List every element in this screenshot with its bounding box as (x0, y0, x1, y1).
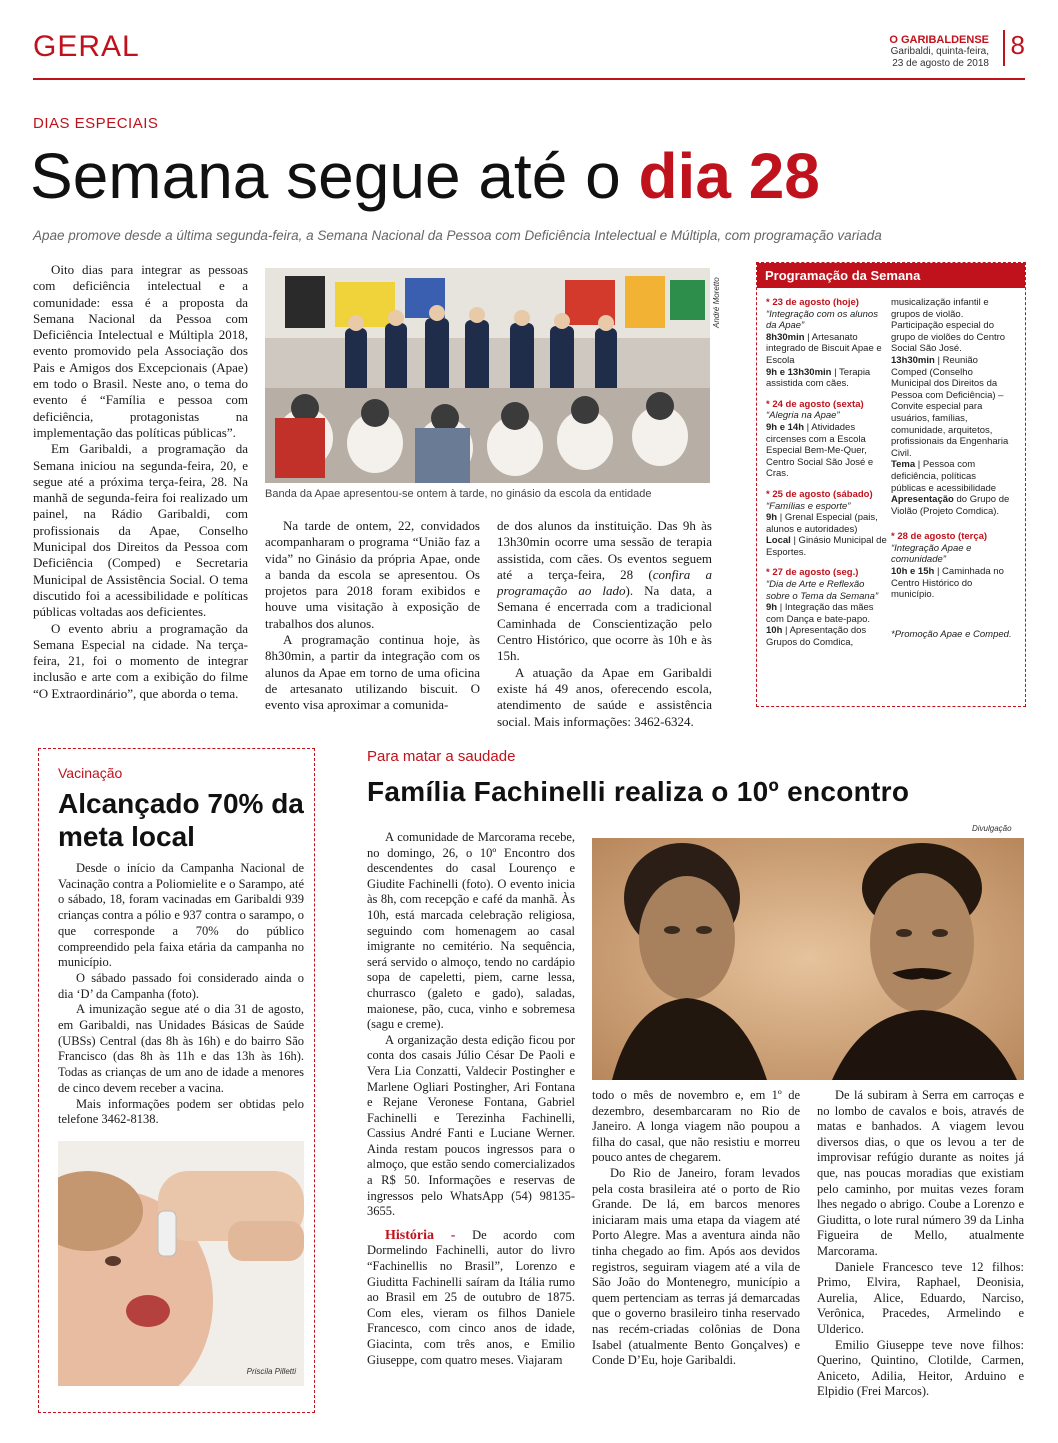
masthead (889, 34, 989, 70)
item-time: 10h e 15h (891, 566, 935, 578)
vaccination-text (58, 861, 304, 1128)
apae-band-photo (265, 268, 710, 483)
item-desc: | Pessoa com deficiência, políticas públicas e acessibilidade (891, 459, 997, 494)
item-desc: | Caminhada no Centro Histórico do município. (891, 566, 1004, 601)
sidebar-footnote: *Promoção Apae e Comped. (891, 628, 1012, 640)
vaccination-box (38, 748, 315, 1413)
couple-portrait-photo (592, 838, 1024, 1080)
item-time: 9h (766, 602, 778, 614)
paragraph: todo o mês de novembro e, em 1º de dezembro, desembarcaram no Rio de Janeiro. A longa viagem não poupou a filha do casal, que não resistiu e morreu pouco antes de chegarem. (592, 1088, 800, 1165)
band-photo-illustration (265, 268, 710, 483)
vaccination-kicker: Vacinação (58, 765, 123, 781)
article-kicker: DIAS ESPECIAIS (33, 115, 159, 132)
family-column-1 (367, 830, 575, 1368)
paragraph: A organização desta edição ficou por conta dos casais Júlio César De Paoli e Vera Lia Conzatti, Valdecir Postingher e Marlene Ogliari Postingher, Ari Fontana e Rejane Veronese Fontana, Gabriel Fachinelli e Terezinha Fachinelli, Cassius André Fanti e Luciane Werner. Ainda restam poucos ingressos para o almoço, que estão sendo comercializados a R$ 50. Informações e reservas de ingressos pelo WhatsApp (54) 98135-3655. (367, 1032, 575, 1219)
page-header (33, 30, 1025, 80)
item-desc: | Artesanato integrado de Biscuit Apae e Escola (766, 331, 882, 366)
schedule-date: * 25 de agosto (sábado) (766, 488, 873, 500)
schedule-item (891, 494, 1013, 517)
paragraph: A comunidade de Marcorama recebe, no domingo, 26, o 10º Encontro dos descendentes do casal Lourenço e Giudite Fachinelli (foto). O evento inicia às 8h, com recepção e café da manhã. Às 10h, está marcada celebração religiosa, seguindo com homenagem ao casal imigrante no cemitério. Na sequência, será servido o almoço, tendo no cardápio sopa de capeletti, piem, carne lessa, churrasco (galeto e gado), saladas, maionese, pão, cuca, vinho e sobremesa (sagu e creme). (367, 830, 575, 1032)
photo-credit: Divulgação (972, 824, 1012, 833)
schedule-item (766, 367, 888, 390)
headline-highlight: dia 28 (638, 140, 820, 212)
paragraph: Desde o início da Campanha Nacional de Vacinação contra a Poliomielite e o Sarampo, até o sábado, 18, foram vacinadas em Garibaldi 939 crianças contra a pólio e 937 contra o sarampo, o que corresponde a 70% do público compreendido pela faixa etária da campanha no município. (58, 861, 304, 970)
child-vaccine-illustration (58, 1141, 304, 1386)
item-desc: | Atividades circenses com a Escola Especial Bem-Me-Quer, Centro Social São José e Cras. (766, 421, 874, 480)
paragraph (367, 1228, 575, 1368)
article-column-2 (265, 518, 480, 714)
schedule-date: * 28 de agosto (terça) (891, 531, 988, 543)
item-desc: | Reunião Comped (Conselho Municipal dos Direitos da Pessoa com Deficiência) – Convite especial para usuários, famílias, comunidade, arquitetos, profissionais da Engenharia Civil. (891, 354, 1009, 459)
article-column-1 (33, 262, 248, 702)
paragraph: A atuação da Apae em Garibaldi existe há 49 anos, oferecendo escola, atendimento de saúde e assistência social. Mais informações: 3462-6324. (497, 664, 712, 729)
schedule-date: * 27 de agosto (seg.) (766, 567, 859, 579)
schedule-entry (766, 297, 888, 390)
item-time: 8h30min (766, 331, 805, 343)
item-time: 9h (766, 512, 778, 524)
schedule-item (766, 332, 888, 367)
schedule-entry (766, 567, 888, 648)
paragraph: O sábado passado foi considerado ainda o dia ‘D’ da Campanha (foto). (58, 970, 304, 1001)
item-time: 13h30min (891, 354, 935, 366)
item-time: Local (766, 535, 791, 547)
schedule-item (766, 535, 888, 558)
item-time: 9h e 13h30min (766, 366, 832, 378)
couple-portrait-illustration (592, 838, 1024, 1080)
vaccination-photo (58, 1141, 304, 1386)
schedule-theme: “Dia de Arte e Reflexão sobre o Tema da Semana” (766, 579, 879, 602)
schedule-item (891, 355, 1013, 459)
paragraph: A imunização segue até o dia 31 de agosto, em Garibaldi, nas Unidades Básicas de Saúde (UBSs) Central (das 8h às 16h) e do bairro São Francisco (das 8h às 11h e das 13h às 16h). Todas as crianças de um ano de idade a menores de cinco devem receber a vacina. (58, 1002, 304, 1095)
schedule-sidebar (756, 262, 1026, 707)
schedule-item (891, 459, 1013, 494)
schedule-entry (766, 489, 888, 559)
schedule-item (766, 422, 888, 480)
schedule-theme: “Alegria na Apae” (766, 410, 840, 422)
family-headline: Família Fachinelli realiza o 10º encontro (367, 776, 910, 807)
headline-start: Semana segue até o (30, 140, 639, 212)
paragraph: Em Garibaldi, a programação da Semana iniciou na segunda-feira, 20, e segue até a próxima terça-feira, 28. Na manhã de segunda-feira foi realizado um painel, na Rádio Garibaldi, com profissionais da Apae, Conselho Municipal dos Direitos da Pessoa com Deficiência (Comped) e Secretaria Municipal de Assistência Social. O tema discutido foi a acessibilidade e políticas públicas voltadas aos deficientes. (33, 441, 248, 620)
photo-caption: Banda da Apae apresentou-se ontem à tarde, no ginásio da escola da entidade (265, 488, 652, 500)
paragraph: De lá subiram à Serra em carroças e no lombo de cavalos e bois, através de matas e banhados. A viagem levou diversos dias, o que os levou a ter de improvisar refúgio durante as noites já que, nas poucas moradias que existiam pelo caminho, por muitas vezes foram lhes negado o abrigo. Coube a Lorenzo e Giuditta, o lote rural número 39 da Linha Figueira de Mello, atualmente Marcorama. (817, 1088, 1024, 1258)
place-date-line1: Garibaldi, quinta-feira, (890, 46, 989, 57)
item-desc: | Integração das mães com Dança e bate-papo. (766, 602, 874, 625)
paragraph: Daniele Francesco teve 12 filhos: Primo, Elvira, Raphael, Deonisia, Aurelia, Alice, Eduardo, Narciso, Verônica, Pracedes, Armelindo e Ulderico. (817, 1259, 1024, 1336)
item-time: 9h e 14h (766, 421, 805, 433)
section-title: GERAL (33, 30, 140, 63)
schedule-item (891, 566, 1013, 601)
item-time: 10h (766, 625, 783, 637)
paragraph: O evento abriu a programação da Semana Especial na cidade. Na terça-feira, 21, foi o momento de integrar inclusão e arte com a exibição do filme “O Extraordinário”, que aborda o tema. (33, 620, 248, 701)
paragraph: Mais informações podem ser obtidas pelo telefone 3462-8138. (58, 1096, 304, 1127)
history-text: De acordo com Dormelindo Fachinelli, autor do livro “Fachinellis no Brasil”, Lorenzo e Giuditta Fachinelli saíram da Itália rumo ao Brasil em 25 de outubro de 1875. Com eles, vieram os filhos Daniele Francesco, com cinco anos de idade, Giacinta, com três anos, e Emilio Giuseppe, com quatro meses. Viajaram (367, 1227, 576, 1367)
schedule-theme: “Famílias e esporte” (766, 500, 851, 512)
article-headline (30, 138, 820, 214)
family-column-2 (592, 1088, 800, 1369)
photo-credit: Priscila Pilletti (246, 1367, 296, 1376)
paragraph: Oito dias para integrar as pessoas com deficiência intelectual e a comunidade: essa é a proposta da Semana Nacional da Pessoa com Deficiência Intelectual e Múltipla 2018, evento promovido pela Associação dos Pais e Amigos dos Excepcionais (Apae) em todo o Brasil. Neste ano, o tema do evento é “Família e pessoa com deficiência, protagonistas na implementação das políticas públicas”. (33, 262, 248, 440)
schedule-entry (766, 399, 888, 480)
article-deck: Apae promove desde a última segunda-feira, a Semana Nacional da Pessoa com Deficiência Intelectual e Múltipla, com programação variada (33, 228, 882, 243)
schedule-item (766, 625, 888, 648)
paragraph: Na tarde de ontem, 22, convidados acompanharam o programa “União faz a vida” no Ginásio da própria Apae, onde a banda da escola se apresentou. Os projetos para 2018 foram exibidos e houve uma visitação à exposição de trabalhos dos alunos. (265, 518, 480, 631)
photo-credit: André Moretto (712, 277, 721, 328)
page-number: 8 (1003, 30, 1025, 66)
paragraph (497, 518, 712, 665)
article-column-3 (497, 518, 712, 730)
item-desc: | Ginásio Municipal de Esportes. (766, 535, 887, 558)
vaccination-headline: Alcançado 70% da meta local (58, 788, 304, 852)
schedule-column-left (766, 297, 888, 658)
schedule-item (766, 512, 888, 535)
text-run: ). Na data, a Semana é encerrada com a tradicional Caminhada de Conscientização pelo Centro Histórico, que ocorre às 10h e às 15h. (497, 583, 712, 664)
paragraph: Emilio Giuseppe teve nove filhos: Querino, Quintino, Clotilde, Carmen, Aniceto, Adilia, Heitor, Arduino e Elpidio (Frei Marcos). (817, 1337, 1024, 1399)
schedule-continuation: musicalização infantil e grupos de violão. Participação especial do grupo de violões do Centro Social São José. (891, 297, 1006, 355)
item-desc: do Grupo de Violão (Projeto Comdica). (891, 494, 1010, 517)
sidebar-title: Programação da Semana (757, 263, 1025, 288)
schedule-date: * 23 de agosto (hoje) (766, 297, 859, 308)
item-desc: | Terapia assistida com cães. (766, 366, 871, 390)
history-label: História - (385, 1227, 473, 1243)
newspaper-name: O GARIBALDENSE (889, 34, 989, 46)
paragraph: Do Rio de Janeiro, foram levados pela costa brasileira até o porto de Rio Grande. De lá, em barcos menores iniciaram mais uma etapa da viagem até Porto Alegre. Mas a aventura ainda não tinha chegado ao fim. Após aos devidos registros, seguiram viagem até a vila de São João do Montenegro, município a quem pertenciam as terras já demarcadas que o governo brasileiro tinha reservado nas recém-criadas colônias de Dona Isabel (atualmente Bento Gonçalves) e Conde D’Eu, hoje Garibaldi. (592, 1165, 800, 1368)
text-run-italic: confira a programação ao lado (497, 566, 712, 599)
family-column-3 (817, 1088, 1024, 1400)
paragraph: A programação continua hoje, às 8h30min, a partir da integração com os alunos da Apae em torno de uma oficina de artesanato utilizando biscuit. O evento visa aproximar a comunida- (265, 632, 480, 713)
schedule-column-right (891, 297, 1013, 640)
place-date-line2: 23 de agosto de 2018 (892, 58, 989, 69)
item-desc: | Apresentação dos Grupos do Comdica, (766, 625, 867, 649)
schedule-theme: “Integração Apae e comunidade” (891, 542, 972, 566)
family-kicker: Para matar a saudade (367, 748, 516, 765)
item-desc: | Grenal Especial (pais, alunos e autoridades) (766, 512, 878, 535)
schedule-theme: “Integração com os alunos da Apae” (766, 308, 878, 332)
schedule-entry (891, 531, 1013, 601)
item-time: Apresentação (891, 494, 954, 506)
schedule-item (766, 602, 888, 625)
text-run: de dos alunos da instituição. Das 9h às 13h30min ocorre uma sessão de terapia assistida, com cães. Os eventos seguem até a terça-feira, 28 ( (497, 518, 712, 582)
schedule-date: * 24 de agosto (sexta) (766, 398, 864, 410)
item-time: Tema (891, 459, 916, 471)
